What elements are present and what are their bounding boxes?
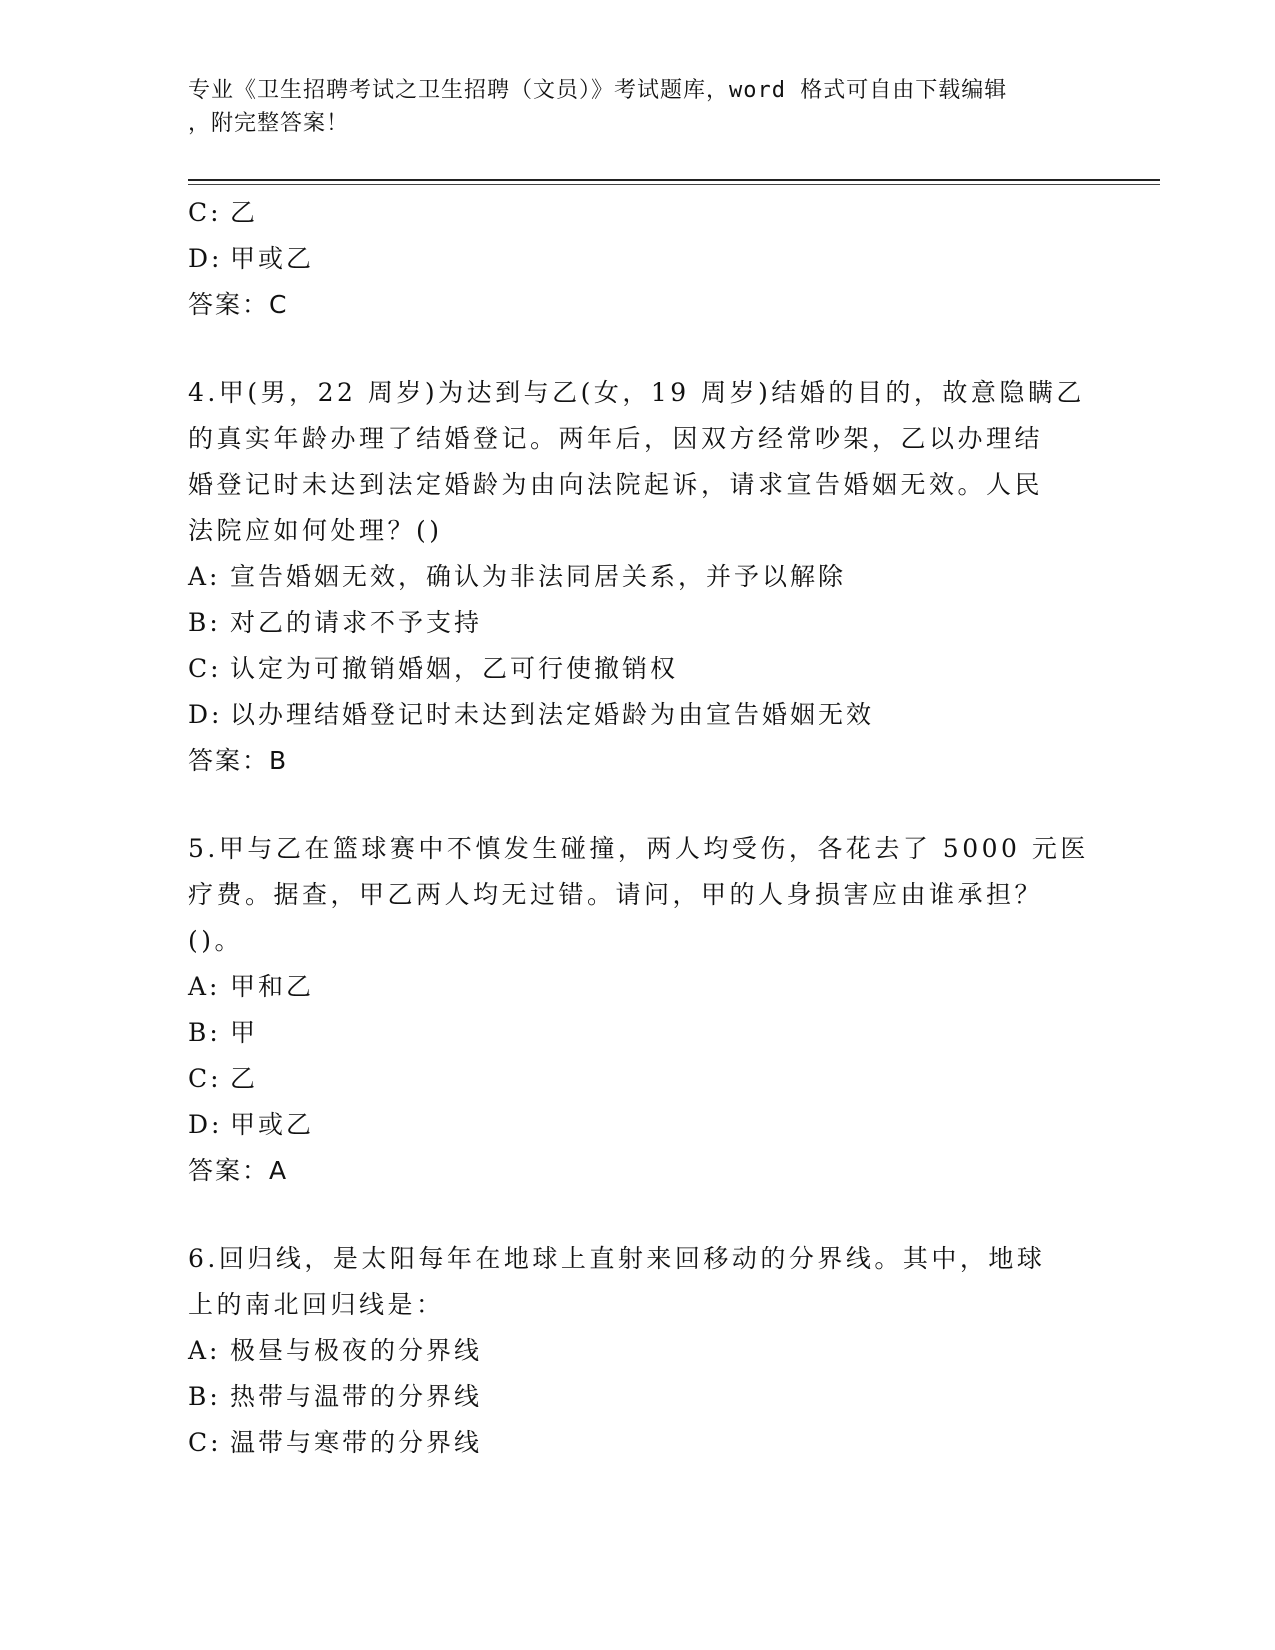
option-c: C: 乙 bbox=[188, 198, 259, 227]
option-d: D: 以办理结婚登记时未达到法定婚龄为由宣告婚姻无效 bbox=[188, 700, 875, 729]
question-line: 婚登记时未达到法定婚龄为由向法院起诉，请求宣告婚姻无效。人民 bbox=[188, 470, 1044, 499]
question-text bbox=[188, 1236, 1088, 1328]
header-line-1: 专业《卫生招聘考试之卫生招聘（文员）》考试题库，word 格式可自由下载编辑 bbox=[188, 78, 1008, 103]
option-c: C: 认定为可撤销婚姻，乙可行使撤销权 bbox=[188, 654, 679, 683]
question-text bbox=[188, 370, 1088, 554]
option-d: D: 甲或乙 bbox=[188, 1110, 315, 1139]
question-line: 6.回归线，是太阳每年在地球上直射来回移动的分界线。其中，地球 bbox=[188, 1244, 1046, 1273]
question-line: 4.甲(男，22 周岁)为达到与乙(女，19 周岁)结婚的目的，故意隐瞒乙 bbox=[188, 378, 1085, 407]
question-line: ()。 bbox=[188, 926, 244, 955]
question-text bbox=[188, 826, 1088, 964]
answer: 答案：A bbox=[188, 1156, 289, 1185]
option-c: C: 乙 bbox=[188, 1064, 259, 1093]
question-list bbox=[188, 190, 1088, 1466]
header-line-2: ，附完整答案！ bbox=[188, 111, 350, 136]
question-6 bbox=[188, 1236, 1088, 1466]
option-b: B: 热带与温带的分界线 bbox=[188, 1382, 483, 1411]
question-4 bbox=[188, 370, 1088, 784]
option-a: A: 宣告婚姻无效，确认为非法同居关系，并予以解除 bbox=[188, 562, 847, 591]
option-a: A: 甲和乙 bbox=[188, 972, 315, 1001]
header-divider-thin bbox=[188, 184, 1160, 185]
option-d: D: 甲或乙 bbox=[188, 244, 315, 273]
header-divider bbox=[188, 179, 1160, 181]
page-header bbox=[188, 74, 1088, 140]
option-b: B: 甲 bbox=[188, 1018, 259, 1047]
question-line: 法院应如何处理？() bbox=[188, 516, 443, 545]
question-line: 的真实年龄办理了结婚登记。两年后，因双方经常吵架，乙以办理结 bbox=[188, 424, 1044, 453]
question-line: 5.甲与乙在篮球赛中不慎发生碰撞，两人均受伤，各花去了 5000 元医 bbox=[188, 834, 1089, 863]
question-line: 疗费。据查，甲乙两人均无过错。请问，甲的人身损害应由谁承担？ bbox=[188, 880, 1044, 909]
answer: 答案：B bbox=[188, 746, 289, 775]
option-b: B: 对乙的请求不予支持 bbox=[188, 608, 483, 637]
option-a: A: 极昼与极夜的分界线 bbox=[188, 1336, 483, 1365]
answer: 答案：C bbox=[188, 290, 289, 319]
question-5 bbox=[188, 826, 1088, 1194]
option-c: C: 温带与寒带的分界线 bbox=[188, 1428, 483, 1457]
question-3-tail bbox=[188, 190, 1088, 328]
question-line: 上的南北回归线是： bbox=[188, 1290, 445, 1319]
